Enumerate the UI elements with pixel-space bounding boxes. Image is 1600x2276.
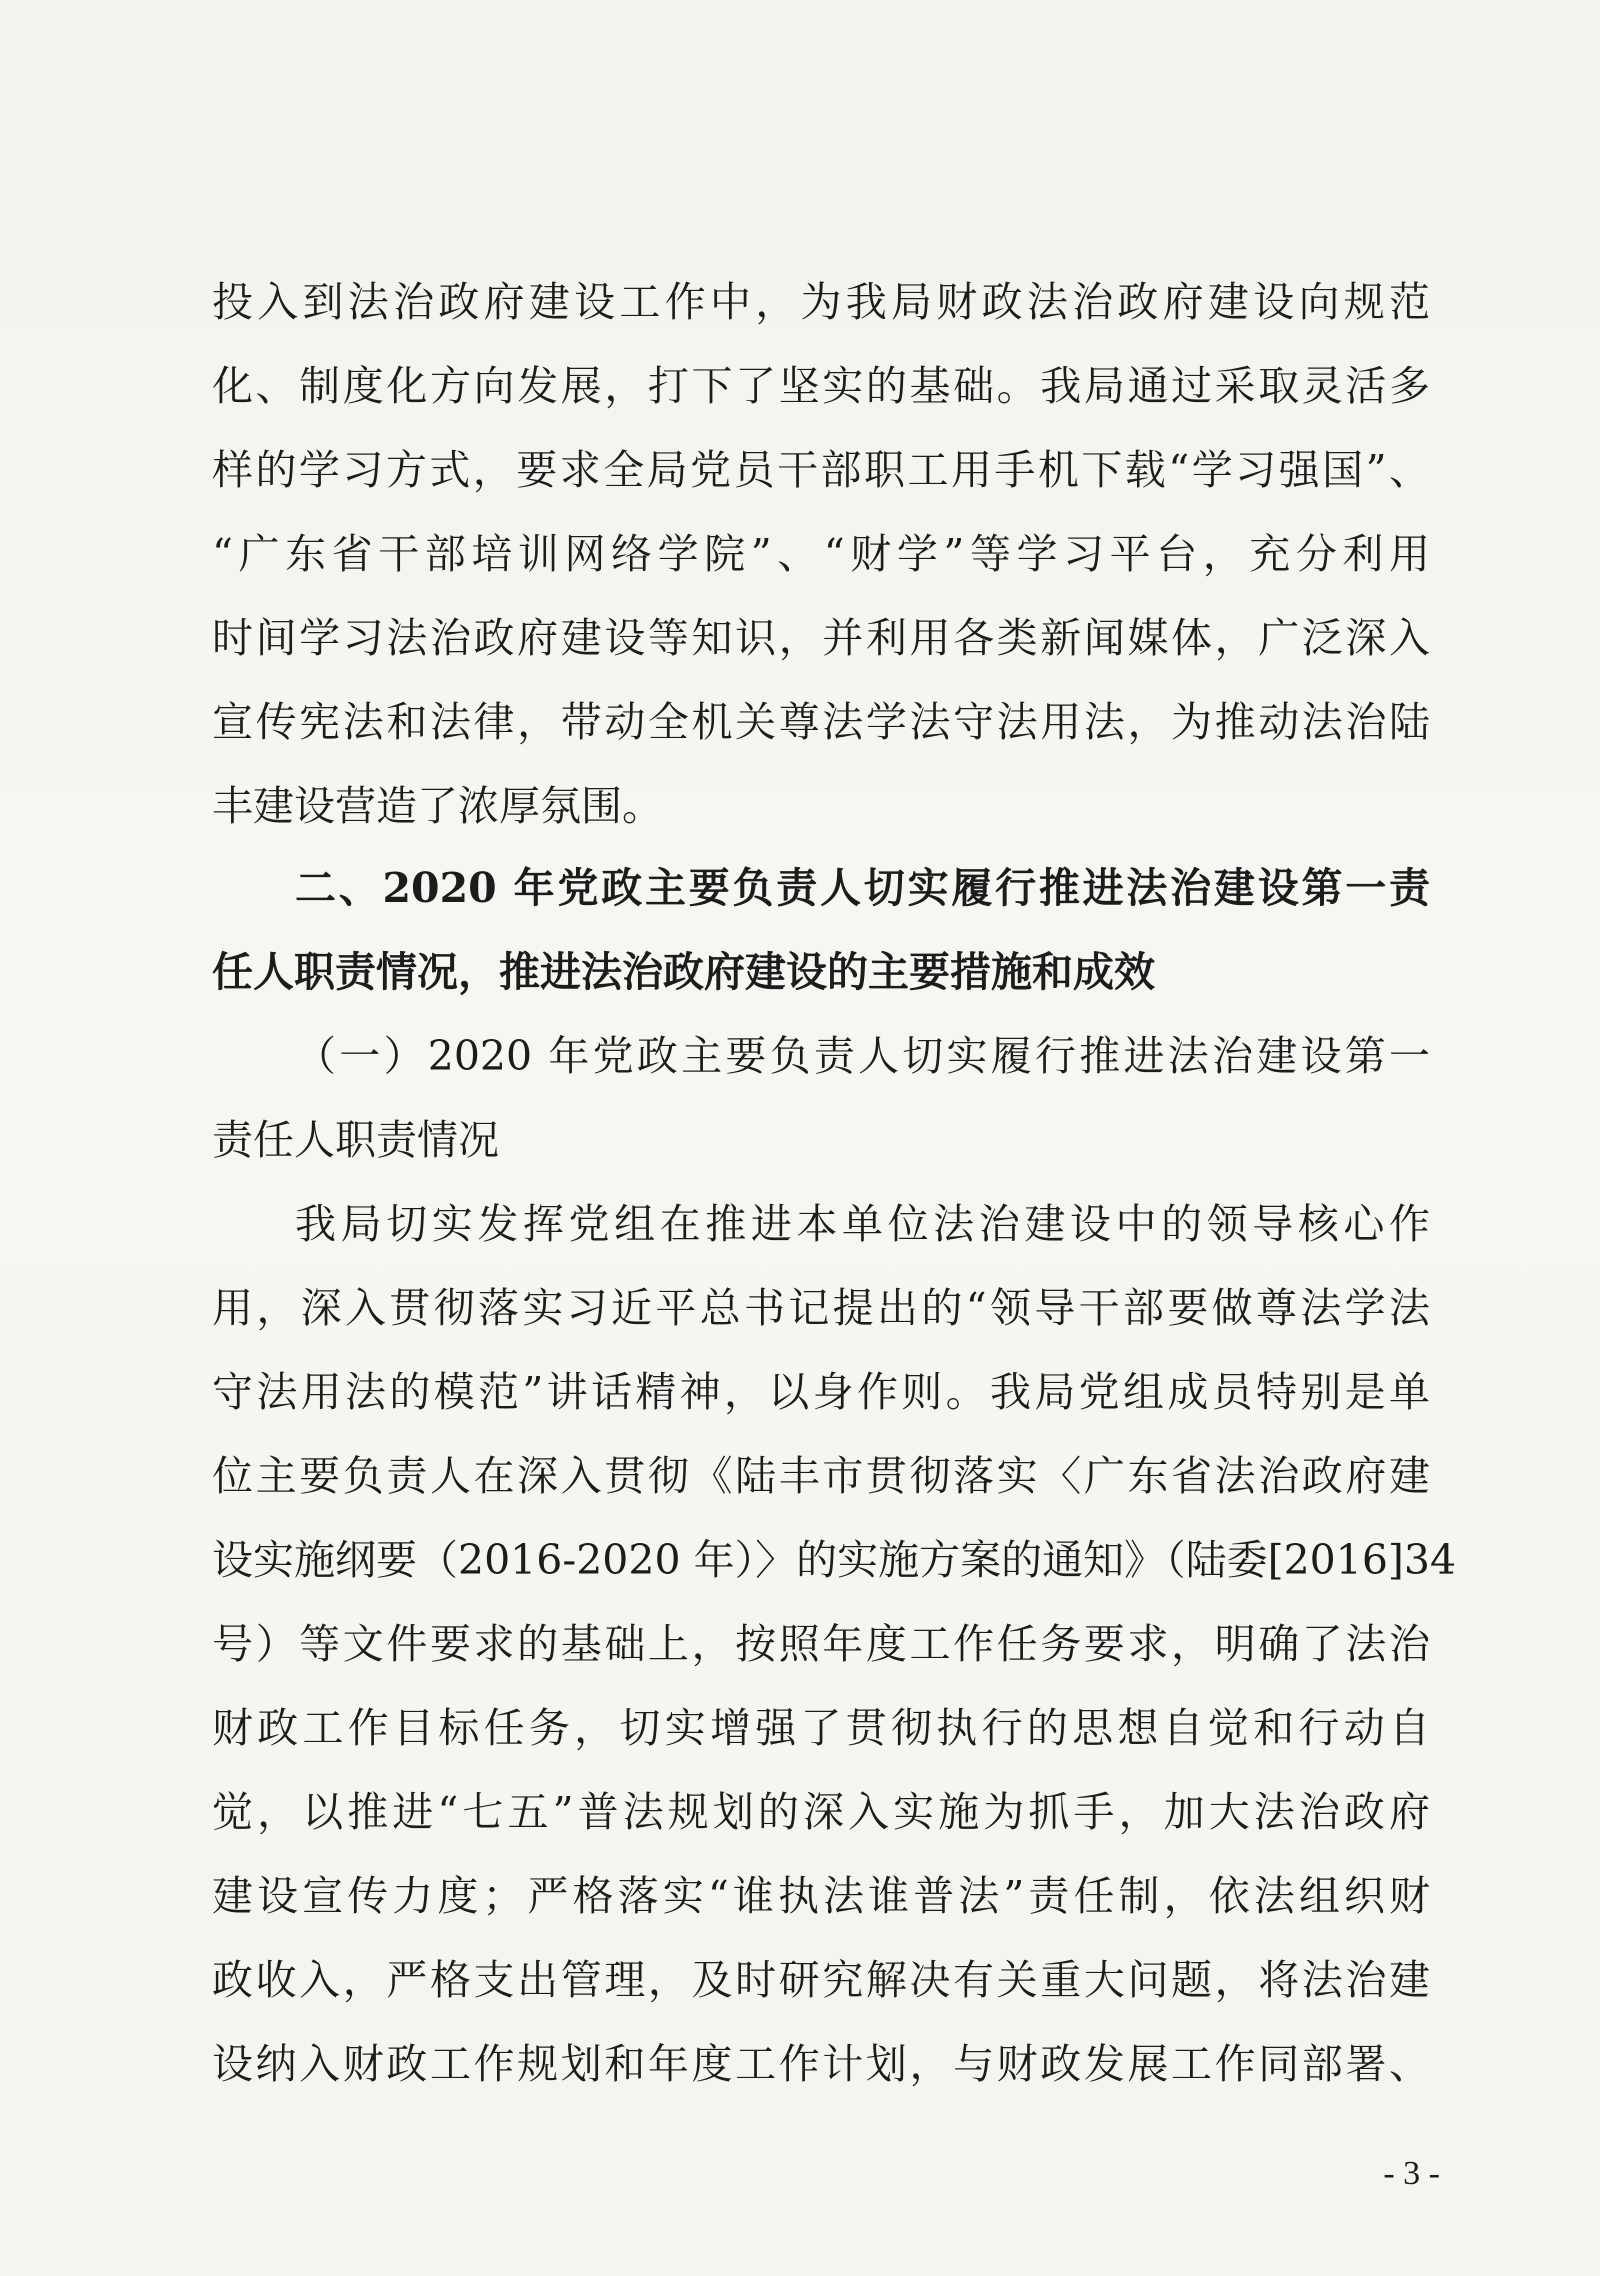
text-line: 用，深入贯彻落实习近平总书记提出的“领导干部要做尊法学法 — [212, 1284, 1430, 1332]
text-line: 宣传宪法和法律，带动全机关尊法学法守法用法，为推动法治陆 — [212, 698, 1430, 746]
text-line: 号）等文件要求的基础上，按照年度工作任务要求，明确了法治 — [212, 1620, 1430, 1668]
text-line: 建设宣传力度；严格落实“谁执法谁普法”责任制，依法组织财 — [212, 1872, 1430, 1920]
text-line: 守法用法的模范”讲话精神，以身作则。我局党组成员特别是单 — [212, 1368, 1430, 1416]
text-line: 时间学习法治政府建设等知识，并利用各类新闻媒体，广泛深入 — [212, 614, 1430, 662]
text-line: 投入到法治政府建设工作中，为我局财政法治政府建设向规范 — [212, 278, 1430, 326]
section-heading-line: 任人职责情况，推进法治政府建设的主要措施和成效 — [212, 948, 1155, 996]
subsection-heading-line: （一）2020 年党政主要负责人切实履行推进法治建设第一 — [295, 1032, 1430, 1080]
text-line: 丰建设营造了浓厚氛围。 — [212, 782, 663, 830]
text-line: 设纳入财政工作规划和年度工作计划，与财政发展工作同部署、 — [212, 2040, 1430, 2088]
text-line: 样的学习方式，要求全局党员干部职工用手机下载“学习强国”、 — [212, 446, 1430, 494]
text-line: “广东省干部培训网络学院”、“财学”等学习平台，充分利用 — [212, 530, 1430, 578]
subsection-heading-line: 责任人职责情况 — [212, 1116, 499, 1164]
text-line: 我局切实发挥党组在推进本单位法治建设中的领导核心作 — [295, 1200, 1430, 1248]
text-line: 觉，以推进“七五”普法规划的深入实施为抓手，加大法治政府 — [212, 1788, 1430, 1836]
section-heading-line: 二、2020 年党政主要负责人切实履行推进法治建设第一责 — [295, 864, 1430, 912]
text-line: 设实施纲要（2016-2020 年）〉的实施方案的通知》（陆委[2016]34 — [212, 1536, 1457, 1584]
text-line: 财政工作目标任务，切实增强了贯彻执行的思想自觉和行动自 — [212, 1704, 1430, 1752]
text-line: 位主要负责人在深入贯彻《陆丰市贯彻落实〈广东省法治政府建 — [212, 1452, 1430, 1500]
text-line: 政收入，严格支出管理，及时研究解决有关重大问题，将法治建 — [212, 1956, 1430, 2004]
page-number: - 3 - — [1383, 2155, 1440, 2192]
text-line: 化、制度化方向发展，打下了坚实的基础。我局通过采取灵活多 — [212, 362, 1430, 410]
